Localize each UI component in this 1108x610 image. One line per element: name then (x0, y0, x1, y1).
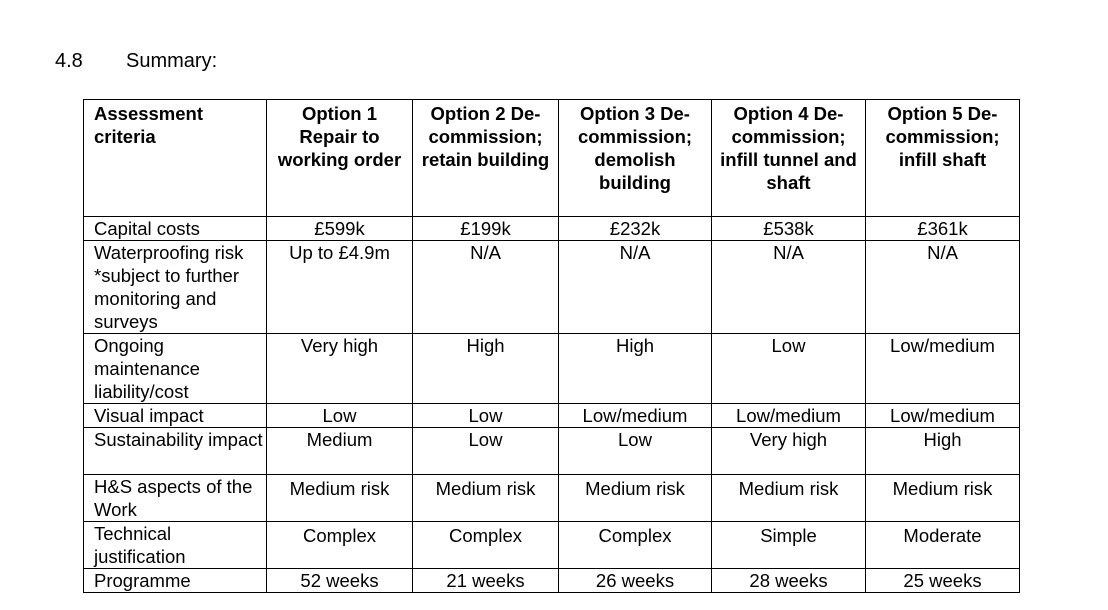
table-row (84, 569, 1020, 593)
header-criteria: Assessment criteria (84, 100, 267, 217)
table-cell: Low/medium (559, 404, 712, 428)
table-cell: Simple (712, 522, 866, 569)
table-row (84, 241, 1020, 334)
table-cell: 52 weeks (267, 569, 413, 593)
table-cell: Complex (413, 522, 559, 569)
row-criterion: Sustainability impact (84, 428, 267, 475)
table-cell: Low/medium (866, 404, 1020, 428)
table-cell: Medium risk (559, 475, 712, 522)
table-cell: £361k (866, 217, 1020, 241)
table-row (84, 428, 1020, 475)
section-number: 4.8 (55, 50, 83, 72)
table-cell: Low (267, 404, 413, 428)
table-cell: Low (559, 428, 712, 475)
table-cell: Very high (267, 334, 413, 404)
table-cell: High (866, 428, 1020, 475)
row-criterion: Technical justification (84, 522, 267, 569)
table-cell: Up to £4.9m (267, 241, 413, 334)
table-cell: Low (413, 404, 559, 428)
table-cell: Medium (267, 428, 413, 475)
table-cell: £538k (712, 217, 866, 241)
table-cell: £199k (413, 217, 559, 241)
table-cell: Low (712, 334, 866, 404)
header-option-2: Option 2 De-commission; retain building (413, 100, 559, 217)
table-cell: Very high (712, 428, 866, 475)
row-criterion: Ongoing maintenance liability/cost (84, 334, 267, 404)
table-row (84, 404, 1020, 428)
table-cell: 26 weeks (559, 569, 712, 593)
header-option-3: Option 3 De-commission; demolish building (559, 100, 712, 217)
row-criterion: Capital costs (84, 217, 267, 241)
table-cell: Medium risk (413, 475, 559, 522)
table-cell: 21 weeks (413, 569, 559, 593)
table-cell: Medium risk (866, 475, 1020, 522)
table-row (84, 334, 1020, 404)
table-row (84, 217, 1020, 241)
table-cell: £232k (559, 217, 712, 241)
table-cell: High (559, 334, 712, 404)
table-cell: N/A (559, 241, 712, 334)
table-cell: N/A (712, 241, 866, 334)
row-criterion: Visual impact (84, 404, 267, 428)
table-cell: High (413, 334, 559, 404)
table-cell: Moderate (866, 522, 1020, 569)
section-heading (55, 50, 217, 73)
table-cell: Low/medium (712, 404, 866, 428)
table-cell: N/A (866, 241, 1020, 334)
table-cell: Complex (267, 522, 413, 569)
header-option-1: Option 1 Repair to working order (267, 100, 413, 217)
table-cell: Complex (559, 522, 712, 569)
row-criterion: Waterproofing risk *subject to further monitoring and surveys (84, 241, 267, 334)
summary-table (83, 99, 1020, 593)
table-cell: 28 weeks (712, 569, 866, 593)
table-row (84, 522, 1020, 569)
header-option-5: Option 5 De-commission; infill shaft (866, 100, 1020, 217)
table-cell: Low (413, 428, 559, 475)
section-title: Summary: (126, 50, 218, 72)
table-cell: Low/medium (866, 334, 1020, 404)
header-option-4: Option 4 De-commission; infill tunnel and shaft (712, 100, 866, 217)
table-cell: Medium risk (267, 475, 413, 522)
table-cell: £599k (267, 217, 413, 241)
table-cell: Medium risk (712, 475, 866, 522)
table-cell: N/A (413, 241, 559, 334)
table-row (84, 475, 1020, 522)
row-criterion: H&S aspects of the Work (84, 475, 267, 522)
table-header-row (84, 100, 1020, 217)
table-cell: 25 weeks (866, 569, 1020, 593)
row-criterion: Programme (84, 569, 267, 593)
